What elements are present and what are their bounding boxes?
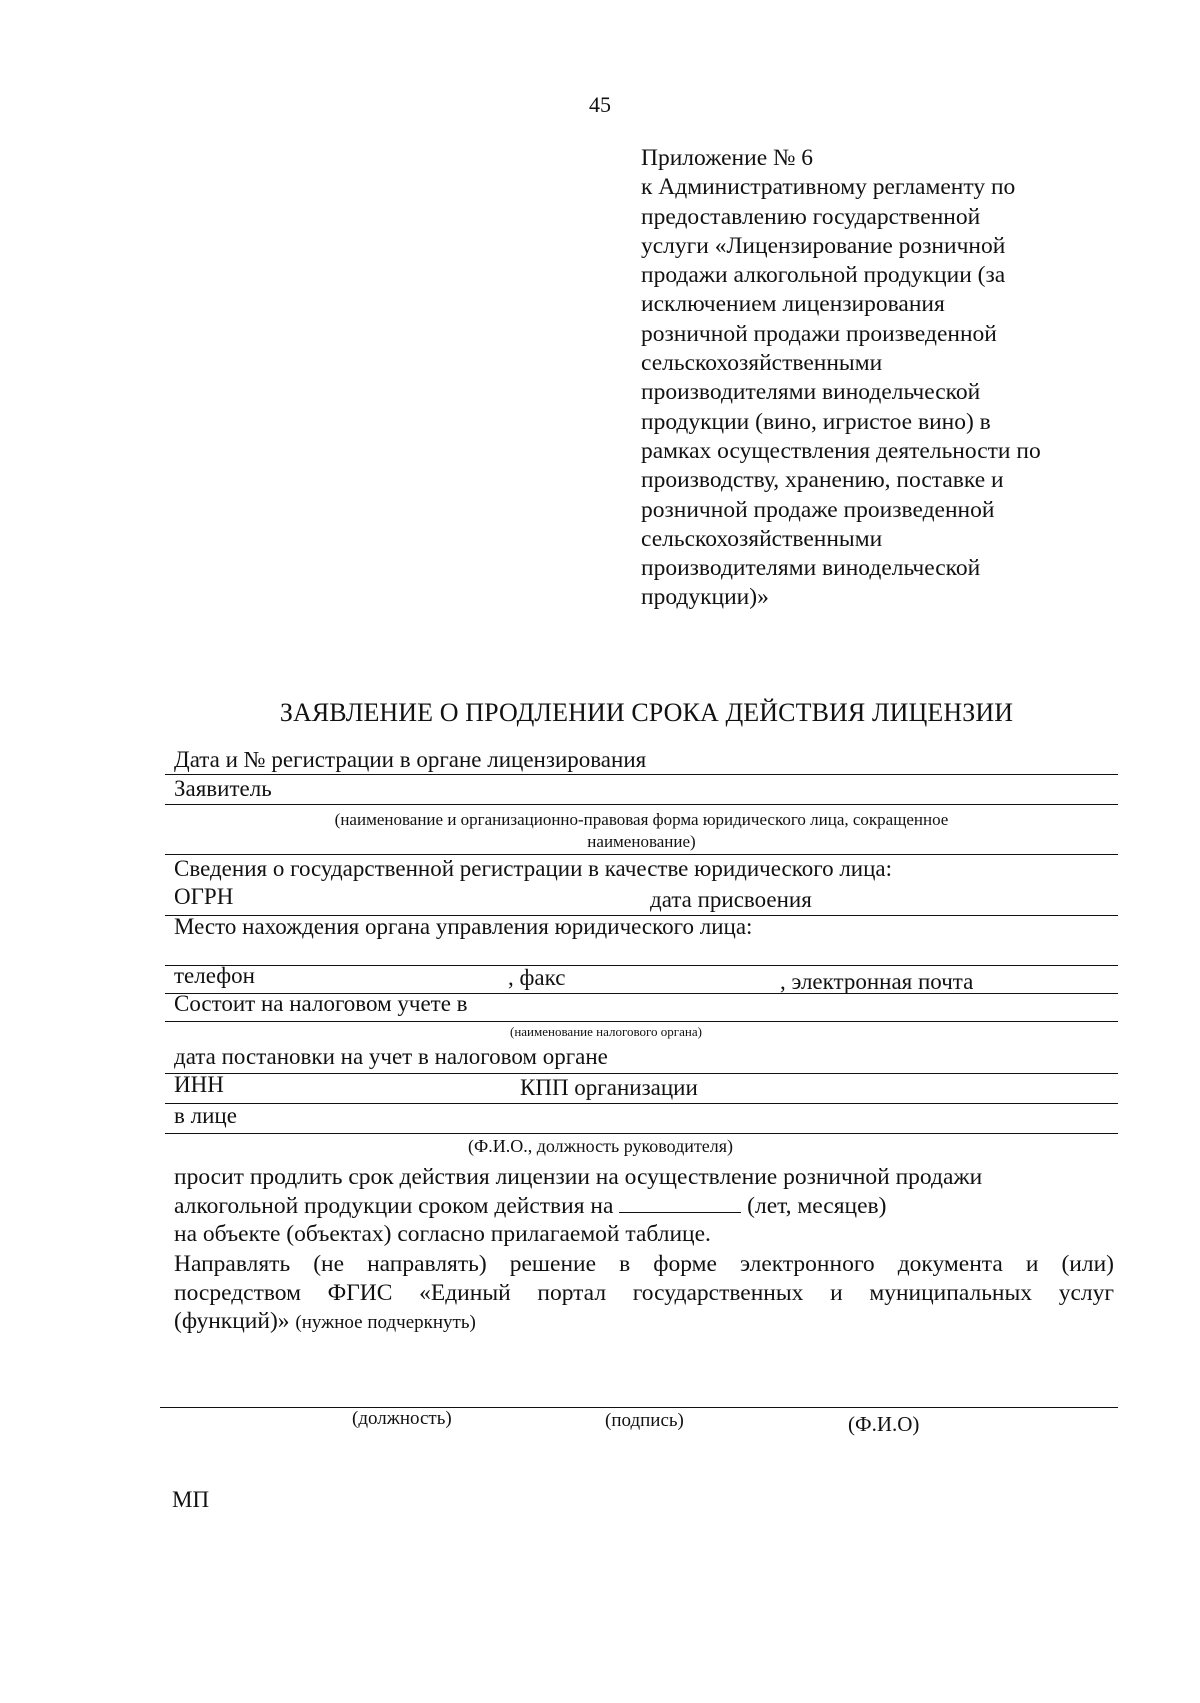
- appendix-line: продукции (вино, игристое вино) в: [641, 408, 991, 435]
- appendix-line: сельскохозяйственными: [641, 525, 883, 552]
- tax-registered-label: Состоит на налоговом учете в: [174, 991, 468, 1016]
- position-label: (должность): [352, 1408, 452, 1429]
- tax-date-label: дата постановки на учет в налоговом органе: [174, 1044, 608, 1069]
- delivery-line-last: [174, 1307, 1114, 1338]
- form-line: [165, 1021, 1118, 1022]
- represented-by-label: в лице: [174, 1103, 237, 1128]
- appendix-line: продажи алкогольной продукции (за: [641, 262, 1006, 289]
- request-paragraph: [174, 1163, 1114, 1249]
- request-line-term: [174, 1192, 1114, 1221]
- delivery-paragraph: [174, 1250, 1114, 1338]
- stamp-place: МП: [172, 1487, 210, 1512]
- document-title: ЗАЯВЛЕНИЕ О ПРОДЛЕНИИ СРОКА ДЕЙСТВИЯ ЛИЦЕНЗИИ: [279, 698, 1014, 727]
- term-blank[interactable]: [619, 1194, 741, 1213]
- applicant-note: (наименование и организационно-правовая форма юридического лица, сокращенное: [334, 810, 949, 829]
- applicant-note: наименование): [587, 832, 696, 851]
- appendix-line: сельскохозяйственными: [641, 350, 883, 377]
- appendix-line: к Административному регламенту по: [641, 174, 1016, 201]
- form-line: [165, 774, 1118, 775]
- appendix-line: продукции)»: [641, 584, 769, 611]
- appendix-line: исключением лицензирования: [641, 291, 945, 318]
- appendix-line: предоставлению государственной: [641, 203, 981, 230]
- sign-label: (подпись): [605, 1410, 684, 1431]
- appendix-line: услуги «Лицензирование розничной: [641, 232, 1006, 259]
- delivery-line: посредством ФГИС «Единый портал государственных и муниципальных услуг: [174, 1279, 1114, 1306]
- assign-date-label: дата присвоения: [650, 887, 812, 912]
- form-line: [165, 965, 1118, 966]
- appendix-line: производителями винодельческой: [641, 555, 981, 582]
- form-line: [165, 1103, 1118, 1104]
- kpp-label: КПП организации: [520, 1075, 698, 1100]
- signature-line: [160, 1407, 1118, 1408]
- term-unit: (лет, месяцев): [747, 1192, 887, 1219]
- state-registration-label: Сведения о государственной регистрации в качестве юридического лица:: [174, 856, 893, 881]
- form-line: [165, 1133, 1118, 1134]
- name-label: (Ф.И.О): [848, 1412, 920, 1436]
- form-line: [165, 1073, 1118, 1074]
- delivery-text: (функций)»: [174, 1308, 290, 1334]
- applicant-label: Заявитель: [174, 776, 272, 801]
- tax-office-note: (наименование налогового органа): [510, 1024, 702, 1039]
- represented-note: (Ф.И.О., должность руководителя): [468, 1136, 734, 1156]
- ogrn-label: ОГРН: [174, 884, 234, 909]
- appendix-line: рамках осуществления деятельности по: [641, 437, 1041, 464]
- form-line: [165, 854, 1118, 855]
- term-text: алкогольной продукции сроком действия на: [174, 1192, 614, 1219]
- appendix-line: производству, хранению, поставке и: [641, 467, 1004, 494]
- appendix-line: производителями винодельческой: [641, 379, 981, 406]
- appendix-line: розничной продажи произведенной: [641, 320, 997, 347]
- appendix-header: [641, 144, 1041, 613]
- delivery-line: Направлять (не направлять) решение в форме электронного документа и (или): [174, 1251, 1114, 1277]
- registration-label: Дата и № регистрации в органе лицензирования: [174, 747, 647, 772]
- page-number: 45: [589, 92, 611, 117]
- phone-label: телефон: [174, 963, 255, 988]
- fax-label: , факс: [508, 965, 566, 990]
- location-label: Место нахождения органа управления юридического лица:: [174, 914, 753, 939]
- request-line: на объекте (объектах) согласно прилагаемой таблице.: [174, 1221, 711, 1247]
- inn-label: ИНН: [174, 1072, 224, 1097]
- underline-hint: (нужное подчеркнуть): [295, 1312, 476, 1333]
- email-label: , электронная почта: [780, 969, 974, 994]
- appendix-line: Приложение № 6: [641, 145, 814, 171]
- appendix-line: розничной продаже произведенной: [641, 496, 995, 523]
- form-line: [165, 804, 1118, 805]
- request-line: просит продлить срок действия лицензии на осуществление розничной продажи: [174, 1164, 983, 1190]
